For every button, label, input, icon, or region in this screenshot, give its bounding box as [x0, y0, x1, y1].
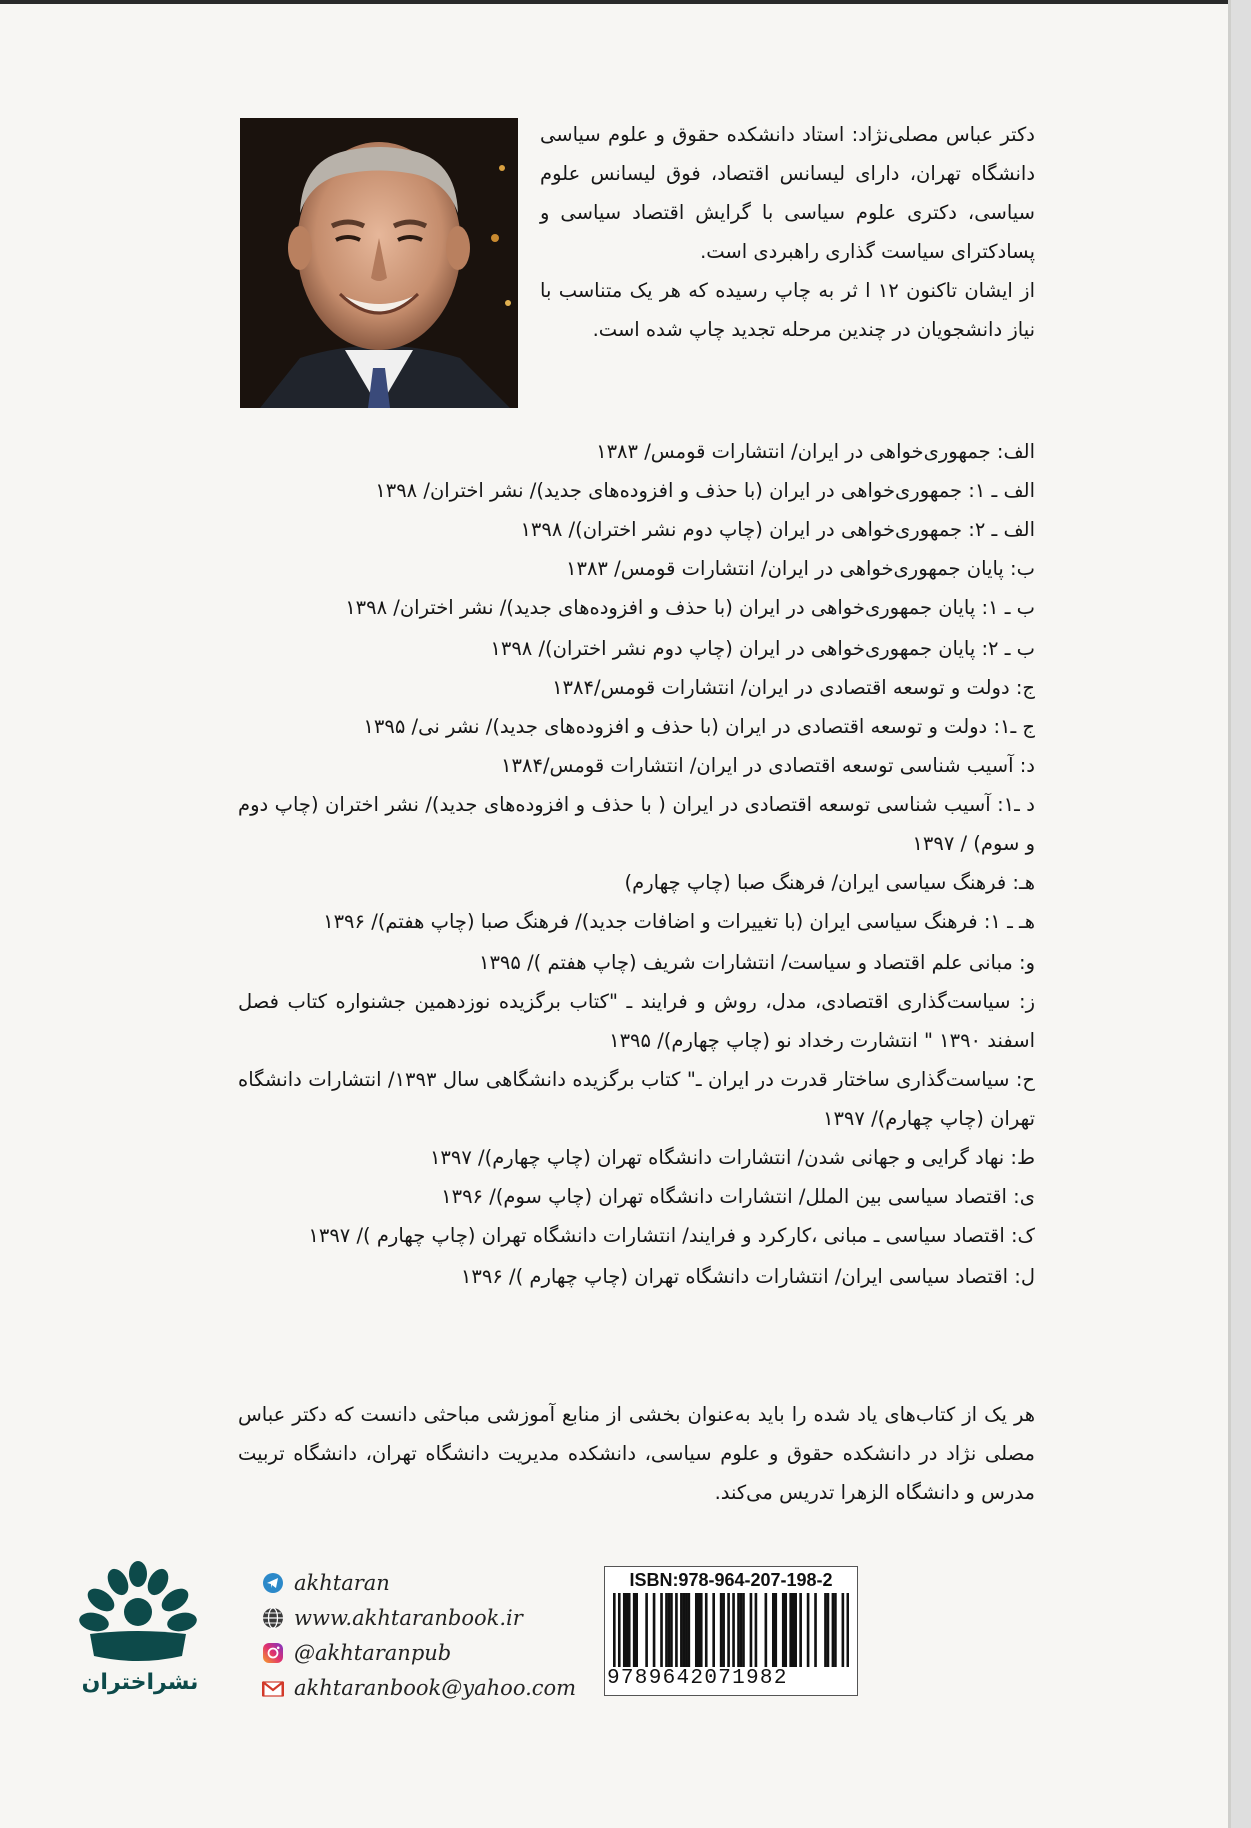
contact-email[interactable]: [262, 1670, 592, 1705]
list-item: ک: اقتصاد سیاسی ـ مبانی ،کارکرد و فرایند/ انتشارات دانشگاه تهران (چاپ چهارم )/ ۱۳۹۷: [308, 1224, 1035, 1247]
list-item: و: مبانی علم اقتصاد و سیاست/ انتشارات شریف (چاپ هفتم )/ ۱۳۹۵: [478, 951, 1035, 974]
list-item: ز: سیاست‌گذاری اقتصادی، مدل، روش و فرایند ـ "کتاب برگزیده نوزدهمین جشنواره کتاب فصل اسفند ۱۳۹۰ " انتشارت رخداد نو (چاپ چهارم)/ ۱۳۹۵: [238, 990, 1035, 1052]
scan-margin: [1231, 0, 1251, 1828]
mail-icon: [262, 1677, 284, 1699]
list-item: الف ـ ۲: جمهوری‌خواهی در ایران (چاپ دوم نشر اختران)/ ۱۳۹۸: [520, 518, 1035, 541]
list-item: هـ ـ ۱: فرهنگ سیاسی ایران (با تغییرات و اضافات جدید)/ فرهنگ صبا (چاپ هفتم)/ ۱۳۹۶: [323, 910, 1035, 933]
email-address: akhtaranbook@yahoo.com: [294, 1675, 577, 1700]
list-item: ل: اقتصاد سیاسی ایران/ انتشارات دانشگاه تهران (چاپ چهارم )/ ۱۳۹۶: [460, 1265, 1035, 1288]
list-item: ح: سیاست‌گذاری ساختار قدرت در ایران ـ" کتاب برگزیده دانشگاهی سال ۱۳۹۳/ انتشارات دانشگاه تهران (چاپ چهارم)/ ۱۳۹۷: [238, 1068, 1036, 1130]
list-item: ب ـ ۲: پایان جمهوری‌خواهی در ایران (چاپ دوم نشر اختران)/ ۱۳۹۸: [490, 637, 1035, 660]
ean-digits: 9789642071982: [607, 1667, 855, 1690]
author-photo: [240, 118, 518, 408]
contact-instagram[interactable]: [262, 1635, 592, 1670]
list-item: ب: پایان جمهوری‌خواهی در ایران/ انتشارات قومس/ ۱۳۸۳: [566, 557, 1035, 580]
list-item: ط: نهاد گرایی و جهانی شدن/ انتشارات دانشگاه تهران (چاپ چهارم)/ ۱۳۹۷: [429, 1146, 1035, 1169]
website-url: www.akhtaranbook.ir: [294, 1605, 523, 1630]
contact-telegram[interactable]: [262, 1565, 592, 1600]
top-edge: [0, 0, 1228, 4]
contact-website[interactable]: [262, 1600, 592, 1635]
publisher-name: نشراختران: [81, 1670, 199, 1695]
list-item: الف ـ ۱: جمهوری‌خواهی در ایران (با حذف و افزوده‌های جدید)/ نشر اختران/ ۱۳۹۸: [375, 479, 1035, 502]
list-item: د: آسیب شناسی توسعه اقتصادی در ایران/ انتشارات قومس/۱۳۸۴: [501, 754, 1035, 777]
telegram-handle: akhtaran: [294, 1570, 390, 1595]
isbn-barcode: [604, 1566, 858, 1696]
list-item: ی: اقتصاد سیاسی بین الملل/ انتشارات دانشگاه تهران (چاپ سوم)/ ۱۳۹۶: [441, 1185, 1035, 1208]
author-bio: [540, 115, 1035, 349]
list-item: ج: دولت و توسعه اقتصادی در ایران/ انتشارات قومس/۱۳۸۴: [552, 676, 1035, 699]
instagram-icon: [262, 1642, 284, 1664]
instagram-handle: @akhtaranpub: [294, 1640, 452, 1665]
list-item: ب ـ ۱: پایان جمهوری‌خواهی در ایران (با حذف و افزوده‌های جدید)/ نشر اختران/ ۱۳۹۸: [345, 596, 1035, 619]
bio-paragraph: دکتر عباس مصلی‌نژاد: استاد دانشکده حقوق و علوم سیاسی دانشگاه تهران، دارای لیسانس اقتصاد، فوق لیسانس علوم سیاسی، دکتری علوم سیاسی با گرایش اقتصاد سیاسی و پسادکترای سیاست گذاری راهبردی است.: [540, 123, 1035, 263]
bio-paragraph: از ایشان تاکنون ۱۲ ا ثر به چاپ رسیده که هر یک متناسب با نیاز دانشجویان در چندین مرحله تجدید چاپ شده است.: [540, 279, 1035, 341]
list-item: الف: جمهوری‌خواهی در ایران/ انتشارات قومس/ ۱۳۸۳: [596, 440, 1035, 463]
list-item: د ـ۱: آسیب شناسی توسعه اقتصادی در ایران ( با حذف و افزوده‌های جدید)/ نشر اختران (چاپ دوم و سوم) / ۱۳۹۷: [238, 793, 1035, 855]
globe-icon: [262, 1607, 284, 1629]
works-list: [238, 432, 1035, 1296]
closing-paragraph: هر یک از کتاب‌های یاد شده را باید به‌عنوان بخشی از منابع آموزشی مباحثی دانست که دکتر عباس مصلی نژاد در دانشکده حقوق و علوم سیاسی، دانشکده مدیریت دانشگاه تهران، دانشگاه تربیت مدرس و دانشگاه الزهرا تدریس می‌کند.: [238, 1403, 1035, 1504]
contact-list: [262, 1565, 592, 1705]
telegram-icon: [262, 1572, 284, 1594]
list-item: ج ـ۱: دولت و توسعه اقتصادی در ایران (با حذف و افزوده‌های جدید)/ نشر نی/ ۱۳۹۵: [363, 715, 1035, 738]
list-item: هـ: فرهنگ سیاسی ایران/ فرهنگ صبا (چاپ چهارم): [624, 871, 1035, 894]
isbn-label: ISBN:978-964-207-198-2: [629, 1570, 833, 1590]
